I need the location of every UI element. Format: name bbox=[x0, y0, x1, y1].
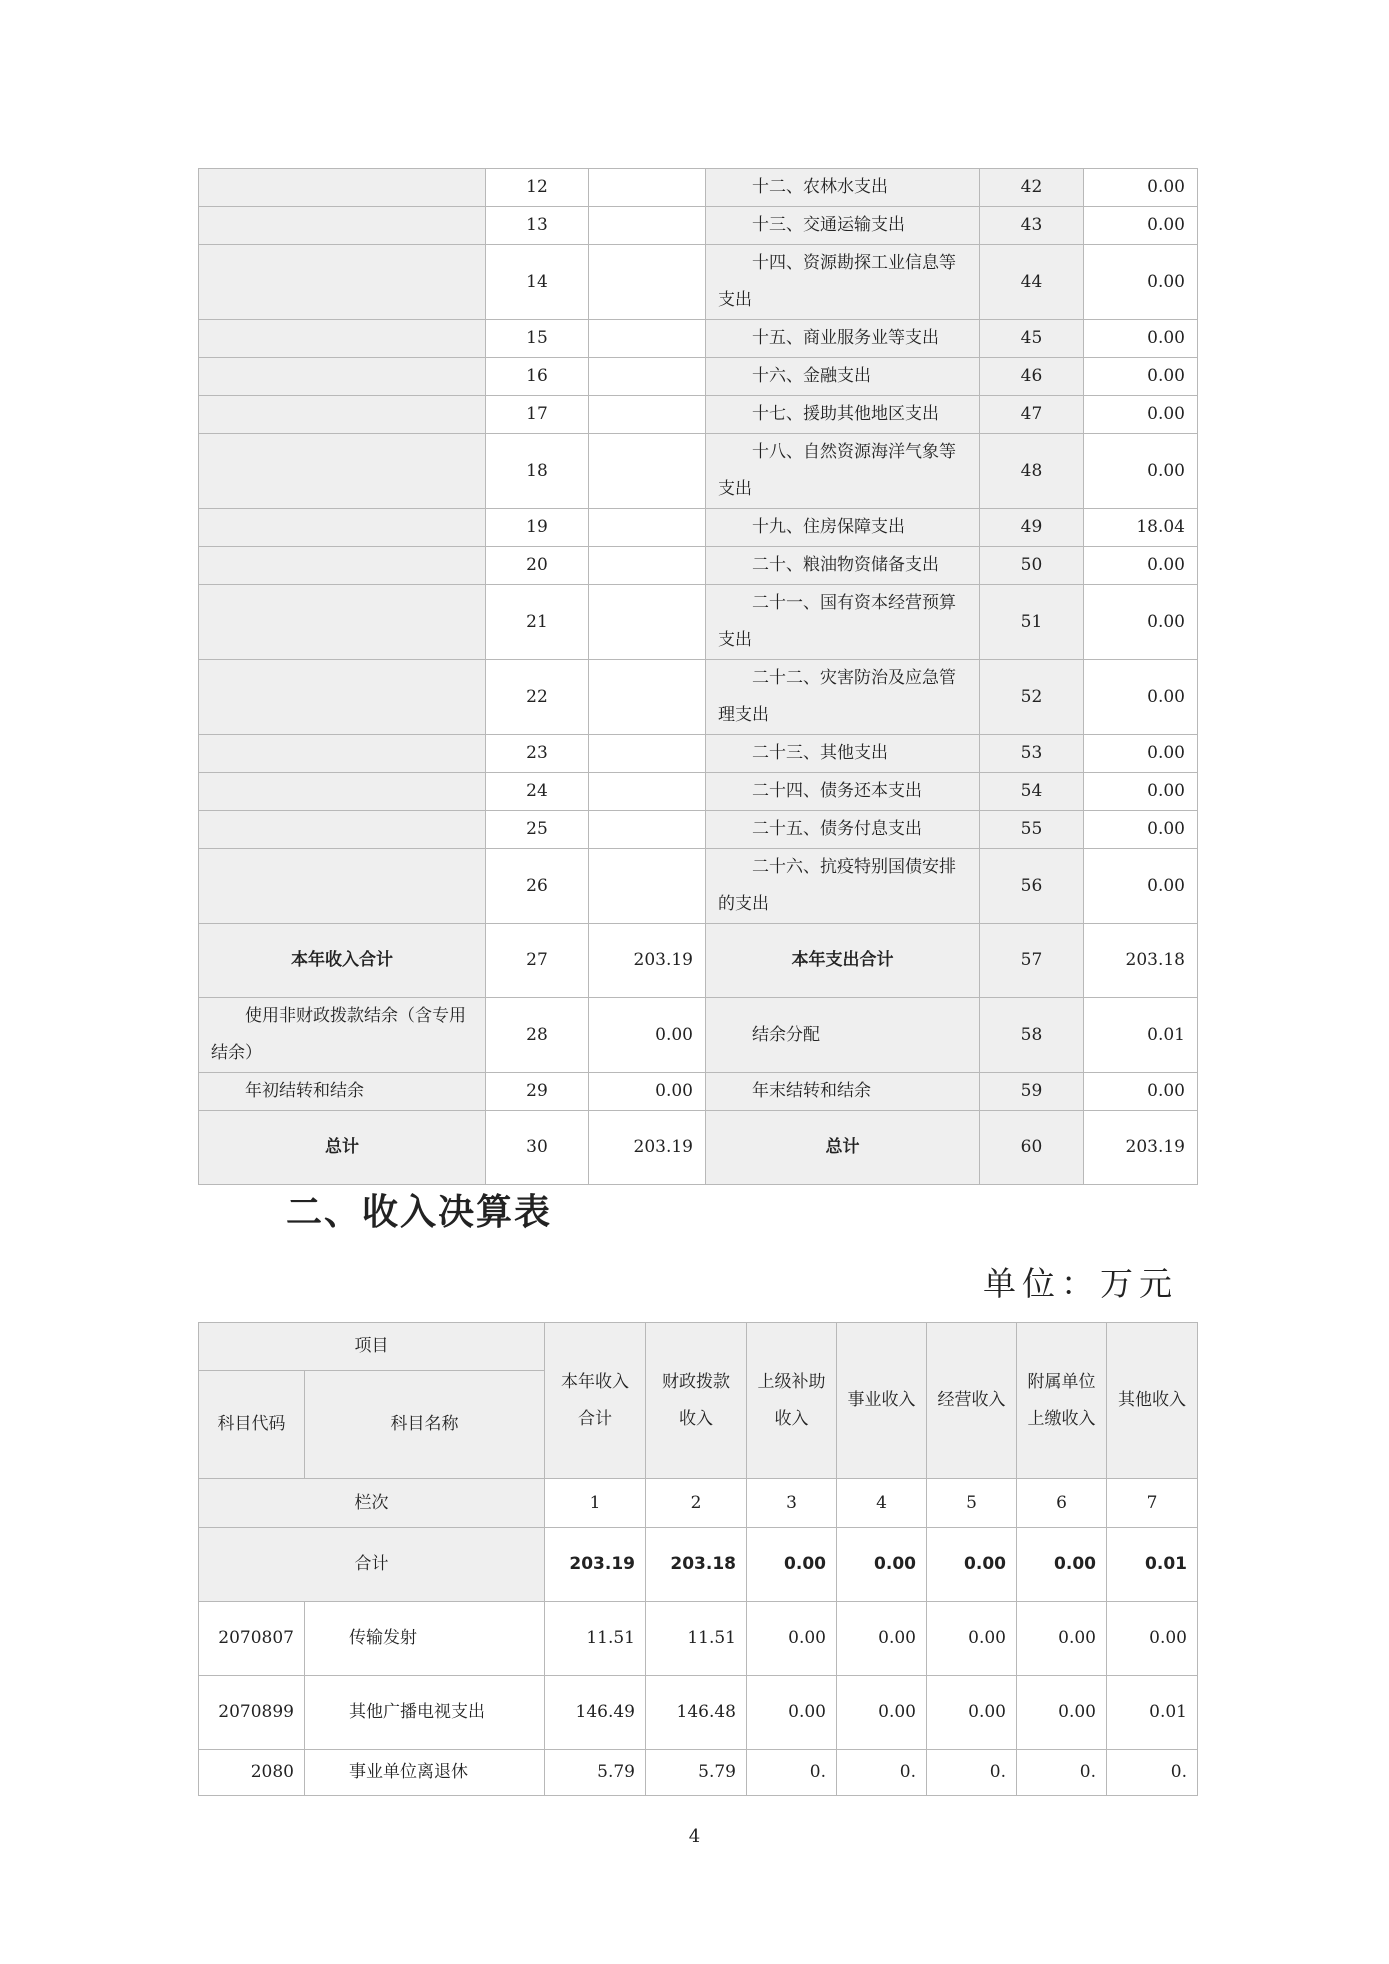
row-number-cell: 22 bbox=[486, 660, 589, 735]
income-amount-cell bbox=[589, 434, 706, 509]
total-row bbox=[199, 1528, 1198, 1602]
income-item-cell bbox=[199, 207, 486, 245]
income-item-cell bbox=[199, 660, 486, 735]
amount-cell: 0.00 bbox=[1017, 1602, 1107, 1676]
subject-code-cell: 2070899 bbox=[199, 1676, 305, 1750]
table-row bbox=[199, 358, 1198, 396]
income-amount-cell bbox=[589, 735, 706, 773]
income-expenditure-table bbox=[198, 168, 1198, 1185]
expenditure-item-cell: 十九、住房保障支出 bbox=[706, 509, 980, 547]
subject-name-cell: 事业单位离退休 bbox=[305, 1750, 545, 1796]
row-number-cell: 25 bbox=[486, 811, 589, 849]
amount-cell: 11.51 bbox=[545, 1602, 646, 1676]
income-amount-cell bbox=[589, 547, 706, 585]
row-number-cell: 23 bbox=[486, 735, 589, 773]
total-value-cell: 203.18 bbox=[646, 1528, 747, 1602]
row-number-cell: 21 bbox=[486, 585, 589, 660]
table-row bbox=[199, 320, 1198, 358]
expenditure-item-cell: 二十三、其他支出 bbox=[706, 735, 980, 773]
page-number: 4 bbox=[688, 1826, 701, 1847]
summary-income-label: 本年收入合计 bbox=[199, 924, 486, 998]
income-item-cell bbox=[199, 849, 486, 924]
row-number-cell: 13 bbox=[486, 207, 589, 245]
header-row bbox=[199, 1323, 1198, 1371]
expenditure-item-cell: 二十五、债务付息支出 bbox=[706, 811, 980, 849]
summary-expenditure-amount: 0.00 bbox=[1084, 1073, 1198, 1111]
table-row bbox=[199, 245, 1198, 320]
amount-cell: 0.00 bbox=[927, 1602, 1017, 1676]
summary-expenditure-amount: 203.19 bbox=[1084, 1111, 1198, 1185]
summary-expenditure-amount: 203.18 bbox=[1084, 924, 1198, 998]
income-statement-table bbox=[198, 1322, 1198, 1796]
summary-expenditure-label: 结余分配 bbox=[706, 998, 980, 1073]
expenditure-amount-cell: 0.00 bbox=[1084, 849, 1198, 924]
expenditure-item-cell: 十八、自然资源海洋气象等支出 bbox=[706, 434, 980, 509]
summary-row bbox=[199, 1111, 1198, 1185]
income-item-cell bbox=[199, 735, 486, 773]
income-amount-cell bbox=[589, 660, 706, 735]
amount-cell: 0.00 bbox=[837, 1676, 927, 1750]
table-row bbox=[199, 735, 1198, 773]
col-index-cell: 5 bbox=[927, 1479, 1017, 1528]
expenditure-amount-cell: 0.00 bbox=[1084, 358, 1198, 396]
income-item-cell bbox=[199, 434, 486, 509]
amount-cell: 11.51 bbox=[646, 1602, 747, 1676]
expenditure-item-cell: 二十、粮油物资储备支出 bbox=[706, 547, 980, 585]
income-item-cell bbox=[199, 811, 486, 849]
column-header: 本年收入合计 bbox=[545, 1323, 646, 1479]
expenditure-amount-cell: 0.00 bbox=[1084, 396, 1198, 434]
expenditure-amount-cell: 0.00 bbox=[1084, 735, 1198, 773]
expenditure-amount-cell: 0.00 bbox=[1084, 585, 1198, 660]
income-amount-cell bbox=[589, 396, 706, 434]
row-number-cell: 12 bbox=[486, 169, 589, 207]
row-number-cell: 19 bbox=[486, 509, 589, 547]
expenditure-amount-cell: 0.00 bbox=[1084, 660, 1198, 735]
summary-row bbox=[199, 1073, 1198, 1111]
summary-expenditure-amount: 0.01 bbox=[1084, 998, 1198, 1073]
expenditure-amount-cell: 0.00 bbox=[1084, 207, 1198, 245]
table-row bbox=[199, 434, 1198, 509]
expenditure-amount-cell: 0.00 bbox=[1084, 245, 1198, 320]
amount-cell: 146.49 bbox=[545, 1676, 646, 1750]
amount-cell: 0. bbox=[1107, 1750, 1198, 1796]
col-index-cell: 2 bbox=[646, 1479, 747, 1528]
income-item-cell bbox=[199, 245, 486, 320]
row-number-cell: 44 bbox=[980, 245, 1084, 320]
row-number-cell: 14 bbox=[486, 245, 589, 320]
column-index-row bbox=[199, 1479, 1198, 1528]
summary-expenditure-label: 总计 bbox=[706, 1111, 980, 1185]
row-number-cell: 47 bbox=[980, 396, 1084, 434]
amount-cell: 0.00 bbox=[1107, 1602, 1198, 1676]
income-amount-cell bbox=[589, 320, 706, 358]
table-row bbox=[199, 509, 1198, 547]
row-number-cell: 46 bbox=[980, 358, 1084, 396]
summary-expenditure-label: 年末结转和结余 bbox=[706, 1073, 980, 1111]
column-header: 附属单位上缴收入 bbox=[1017, 1323, 1107, 1479]
income-amount-cell bbox=[589, 585, 706, 660]
row-number-cell: 30 bbox=[486, 1111, 589, 1185]
total-value-cell: 0.00 bbox=[837, 1528, 927, 1602]
col-index-cell: 3 bbox=[747, 1479, 837, 1528]
expenditure-amount-cell: 0.00 bbox=[1084, 773, 1198, 811]
column-header: 其他收入 bbox=[1107, 1323, 1198, 1479]
table-row bbox=[199, 207, 1198, 245]
expenditure-item-cell: 二十四、债务还本支出 bbox=[706, 773, 980, 811]
row-number-cell: 54 bbox=[980, 773, 1084, 811]
summary-income-amount: 203.19 bbox=[589, 924, 706, 998]
row-number-cell: 55 bbox=[980, 811, 1084, 849]
summary-row bbox=[199, 924, 1198, 998]
total-value-cell: 0.01 bbox=[1107, 1528, 1198, 1602]
expenditure-item-cell: 十二、农林水支出 bbox=[706, 169, 980, 207]
summary-row bbox=[199, 998, 1198, 1073]
row-number-cell: 24 bbox=[486, 773, 589, 811]
header-name: 科目名称 bbox=[305, 1371, 545, 1479]
income-item-cell bbox=[199, 358, 486, 396]
expenditure-item-cell: 十五、商业服务业等支出 bbox=[706, 320, 980, 358]
summary-income-label: 年初结转和结余 bbox=[199, 1073, 486, 1111]
total-label: 合计 bbox=[199, 1528, 545, 1602]
income-amount-cell bbox=[589, 245, 706, 320]
table-row bbox=[199, 773, 1198, 811]
income-item-cell bbox=[199, 773, 486, 811]
table-row bbox=[199, 660, 1198, 735]
row-number-cell: 58 bbox=[980, 998, 1084, 1073]
row-number-cell: 28 bbox=[486, 998, 589, 1073]
subject-code-cell: 2070807 bbox=[199, 1602, 305, 1676]
expenditure-item-cell: 二十二、灾害防治及应急管理支出 bbox=[706, 660, 980, 735]
expenditure-amount-cell: 0.00 bbox=[1084, 547, 1198, 585]
income-amount-cell bbox=[589, 811, 706, 849]
expenditure-amount-cell: 0.00 bbox=[1084, 811, 1198, 849]
row-number-cell: 60 bbox=[980, 1111, 1084, 1185]
col-index-cell: 7 bbox=[1107, 1479, 1198, 1528]
expenditure-item-cell: 十六、金融支出 bbox=[706, 358, 980, 396]
table-row bbox=[199, 811, 1198, 849]
expenditure-item-cell: 十四、资源勘探工业信息等支出 bbox=[706, 245, 980, 320]
income-amount-cell bbox=[589, 509, 706, 547]
section-title: 二、收入决算表 bbox=[286, 1192, 553, 1233]
row-number-cell: 16 bbox=[486, 358, 589, 396]
total-value-cell: 0.00 bbox=[747, 1528, 837, 1602]
total-value-cell: 0.00 bbox=[1017, 1528, 1107, 1602]
amount-cell: 0. bbox=[837, 1750, 927, 1796]
income-item-cell bbox=[199, 169, 486, 207]
summary-income-label: 使用非财政拨款结余（含专用结余） bbox=[199, 998, 486, 1073]
table-row bbox=[199, 396, 1198, 434]
column-header: 经营收入 bbox=[927, 1323, 1017, 1479]
row-number-cell: 52 bbox=[980, 660, 1084, 735]
table-row bbox=[199, 1750, 1198, 1796]
row-number-cell: 53 bbox=[980, 735, 1084, 773]
row-number-cell: 49 bbox=[980, 509, 1084, 547]
table-row bbox=[199, 849, 1198, 924]
summary-expenditure-label: 本年支出合计 bbox=[706, 924, 980, 998]
table-row bbox=[199, 547, 1198, 585]
summary-income-label: 总计 bbox=[199, 1111, 486, 1185]
table-row bbox=[199, 585, 1198, 660]
col-index-cell: 4 bbox=[837, 1479, 927, 1528]
expenditure-amount-cell: 0.00 bbox=[1084, 434, 1198, 509]
amount-cell: 0.00 bbox=[1017, 1676, 1107, 1750]
expenditure-item-cell: 十三、交通运输支出 bbox=[706, 207, 980, 245]
row-number-cell: 20 bbox=[486, 547, 589, 585]
amount-cell: 5.79 bbox=[646, 1750, 747, 1796]
amount-cell: 0. bbox=[1017, 1750, 1107, 1796]
amount-cell: 0. bbox=[927, 1750, 1017, 1796]
header-code: 科目代码 bbox=[199, 1371, 305, 1479]
income-item-cell bbox=[199, 396, 486, 434]
summary-income-amount: 0.00 bbox=[589, 1073, 706, 1111]
income-amount-cell bbox=[589, 207, 706, 245]
summary-income-amount: 0.00 bbox=[589, 998, 706, 1073]
subject-code-cell: 2080 bbox=[199, 1750, 305, 1796]
amount-cell: 0.00 bbox=[837, 1602, 927, 1676]
col-index-label: 栏次 bbox=[199, 1479, 545, 1528]
header-project: 项目 bbox=[199, 1323, 545, 1371]
amount-cell: 0.00 bbox=[927, 1676, 1017, 1750]
col-index-cell: 6 bbox=[1017, 1479, 1107, 1528]
expenditure-amount-cell: 0.00 bbox=[1084, 169, 1198, 207]
row-number-cell: 26 bbox=[486, 849, 589, 924]
unit-label: 单位：万元 bbox=[983, 1264, 1178, 1303]
row-number-cell: 48 bbox=[980, 434, 1084, 509]
income-item-cell bbox=[199, 320, 486, 358]
row-number-cell: 59 bbox=[980, 1073, 1084, 1111]
table-row bbox=[199, 169, 1198, 207]
row-number-cell: 57 bbox=[980, 924, 1084, 998]
summary-income-amount: 203.19 bbox=[589, 1111, 706, 1185]
expenditure-amount-cell: 0.00 bbox=[1084, 320, 1198, 358]
column-header: 事业收入 bbox=[837, 1323, 927, 1479]
income-amount-cell bbox=[589, 849, 706, 924]
amount-cell: 5.79 bbox=[545, 1750, 646, 1796]
row-number-cell: 18 bbox=[486, 434, 589, 509]
row-number-cell: 15 bbox=[486, 320, 589, 358]
row-number-cell: 43 bbox=[980, 207, 1084, 245]
row-number-cell: 42 bbox=[980, 169, 1084, 207]
total-value-cell: 0.00 bbox=[927, 1528, 1017, 1602]
expenditure-item-cell: 二十六、抗疫特别国债安排的支出 bbox=[706, 849, 980, 924]
row-number-cell: 45 bbox=[980, 320, 1084, 358]
table-row bbox=[199, 1676, 1198, 1750]
income-amount-cell bbox=[589, 358, 706, 396]
amount-cell: 0.01 bbox=[1107, 1676, 1198, 1750]
amount-cell: 146.48 bbox=[646, 1676, 747, 1750]
subject-name-cell: 传输发射 bbox=[305, 1602, 545, 1676]
income-amount-cell bbox=[589, 169, 706, 207]
subject-name-cell: 其他广播电视支出 bbox=[305, 1676, 545, 1750]
income-item-cell bbox=[199, 547, 486, 585]
expenditure-item-cell: 十七、援助其他地区支出 bbox=[706, 396, 980, 434]
amount-cell: 0.00 bbox=[747, 1676, 837, 1750]
col-index-cell: 1 bbox=[545, 1479, 646, 1528]
income-item-cell bbox=[199, 509, 486, 547]
income-item-cell bbox=[199, 585, 486, 660]
row-number-cell: 56 bbox=[980, 849, 1084, 924]
amount-cell: 0. bbox=[747, 1750, 837, 1796]
amount-cell: 0.00 bbox=[747, 1602, 837, 1676]
row-number-cell: 50 bbox=[980, 547, 1084, 585]
total-value-cell: 203.19 bbox=[545, 1528, 646, 1602]
row-number-cell: 17 bbox=[486, 396, 589, 434]
row-number-cell: 51 bbox=[980, 585, 1084, 660]
row-number-cell: 29 bbox=[486, 1073, 589, 1111]
expenditure-amount-cell: 18.04 bbox=[1084, 509, 1198, 547]
income-amount-cell bbox=[589, 773, 706, 811]
column-header: 财政拨款收入 bbox=[646, 1323, 747, 1479]
table-row bbox=[199, 1602, 1198, 1676]
row-number-cell: 27 bbox=[486, 924, 589, 998]
expenditure-item-cell: 二十一、国有资本经营预算支出 bbox=[706, 585, 980, 660]
column-header: 上级补助收入 bbox=[747, 1323, 837, 1479]
